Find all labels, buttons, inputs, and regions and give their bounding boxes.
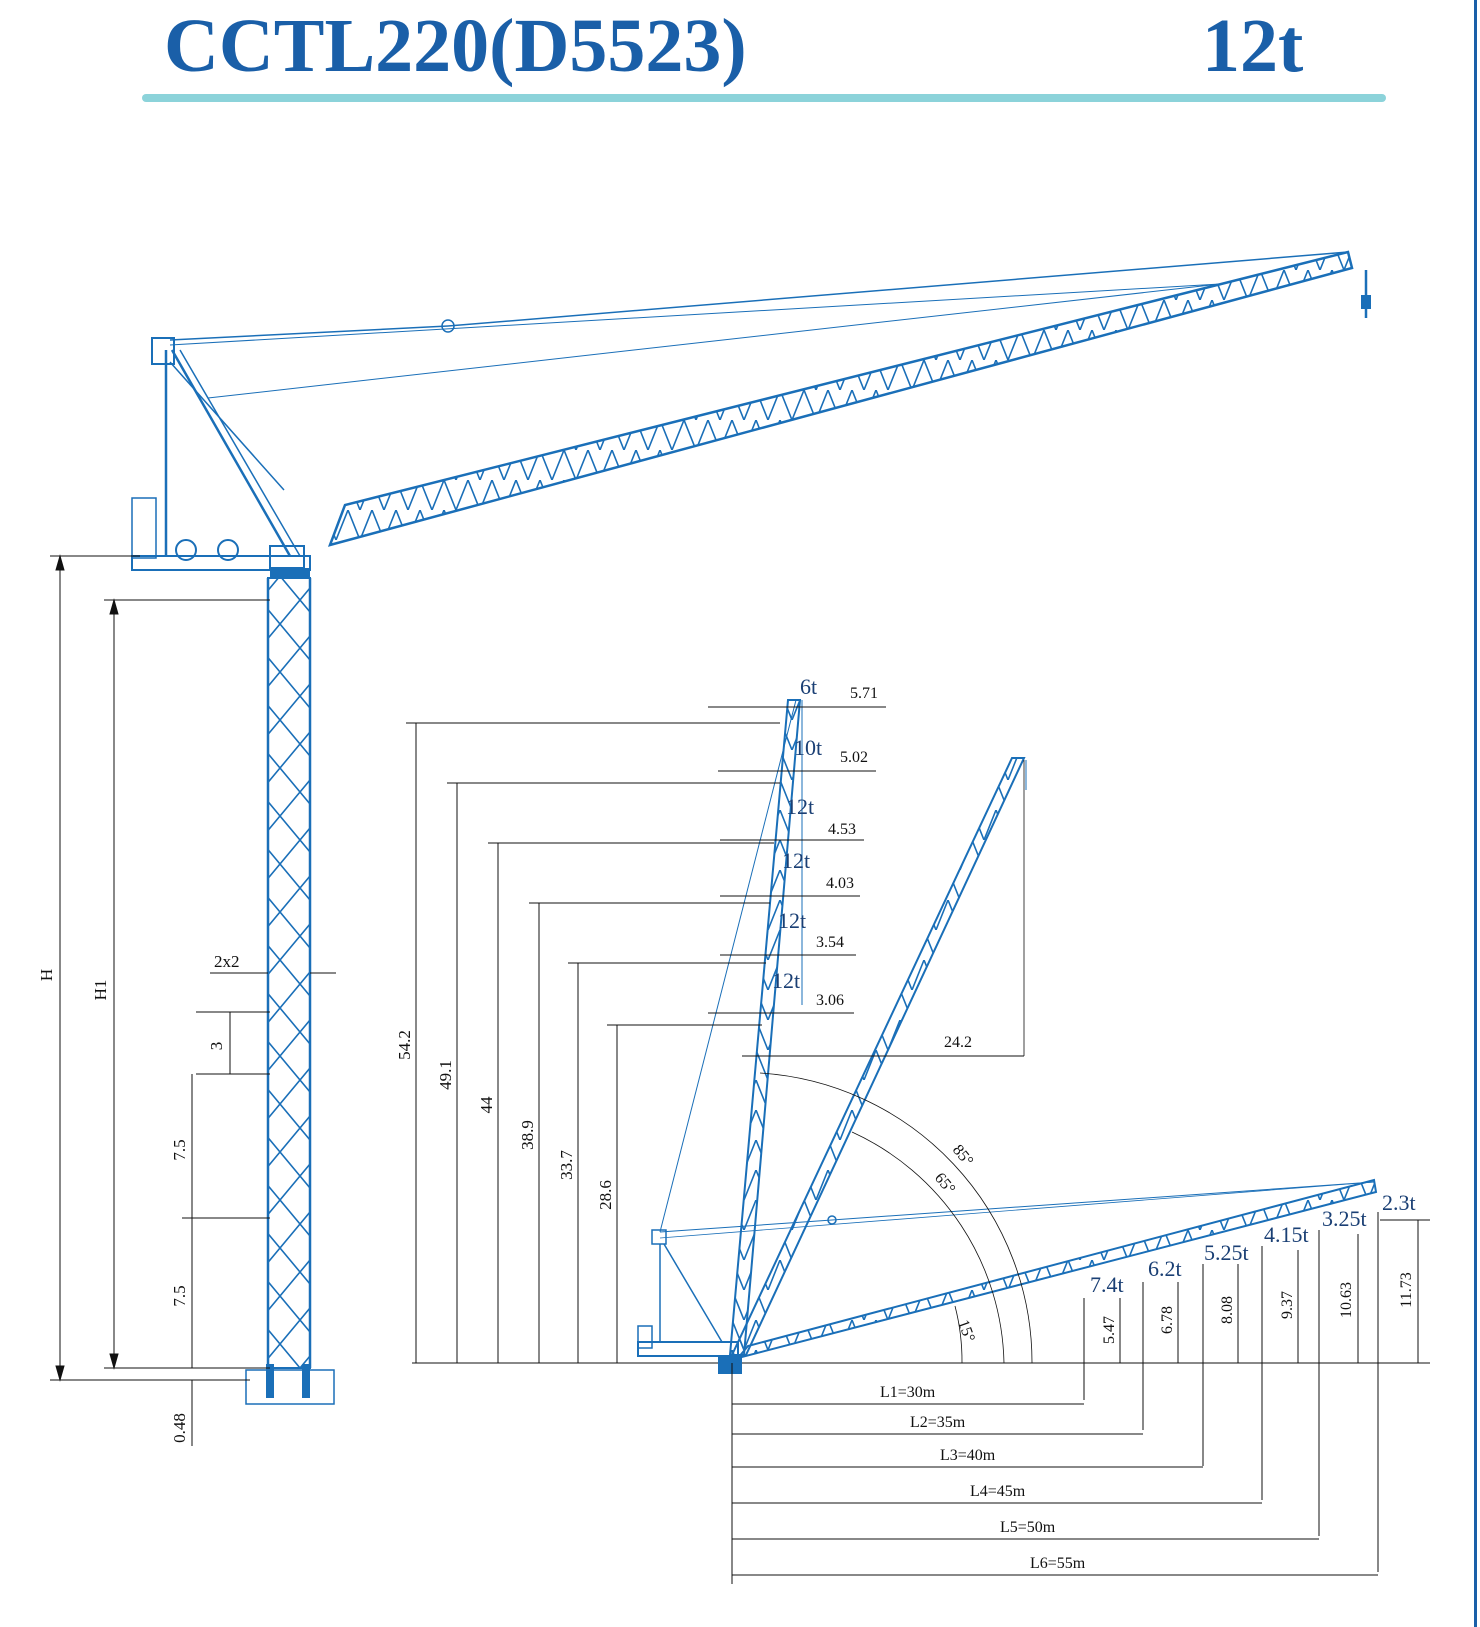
a-frame-head — [152, 338, 174, 364]
length-3: L3=40m — [940, 1447, 996, 1464]
steep-load-2: 10t — [794, 735, 823, 760]
flat-height-4: 9.37 — [1279, 1291, 1296, 1319]
flat-load-4: 4.15t — [1264, 1222, 1309, 1247]
flat-load-2: 6.2t — [1148, 1256, 1182, 1281]
height-dimensions — [406, 723, 780, 1363]
section-size: 2x2 — [214, 952, 240, 971]
steep-radius-5: 3.54 — [816, 934, 844, 951]
flat-height-3: 8.08 — [1219, 1296, 1236, 1324]
section-b: 7.5 — [170, 1285, 189, 1307]
flat-load-5: 3.25t — [1322, 1206, 1367, 1231]
flat-height-lines — [1084, 1212, 1430, 1572]
angle-15: 15° — [954, 1317, 978, 1345]
length-dimensions — [732, 1363, 1378, 1584]
steep-radius-2: 5.02 — [840, 749, 868, 766]
flat-height-6: 11.73 — [1398, 1272, 1415, 1308]
length-5: L5=50m — [1000, 1519, 1056, 1536]
tower-base — [246, 1370, 334, 1404]
flat-height-1: 5.47 — [1101, 1316, 1118, 1344]
steep-load-3: 12t — [786, 794, 815, 819]
top-section: 3 — [207, 1041, 226, 1051]
steep-radius-6: 3.06 — [816, 992, 844, 1009]
height-5: 33.7 — [557, 1150, 576, 1180]
length-6: L6=55m — [1030, 1555, 1086, 1572]
steep-radius-1: 5.71 — [850, 685, 878, 702]
h-label: H — [37, 968, 56, 982]
tower-mast — [268, 578, 310, 1368]
height-1: 54.2 — [395, 1030, 414, 1060]
capacity-title: 12t — [1202, 4, 1304, 88]
height-4: 38.9 — [518, 1120, 537, 1150]
length-4: L4=45m — [970, 1483, 1026, 1500]
model-title: CCTL220(D5523) — [164, 4, 747, 88]
height-2: 49.1 — [436, 1060, 455, 1090]
diagram-deck — [638, 1342, 738, 1356]
flat-load-3: 5.25t — [1204, 1240, 1249, 1265]
flat-height-2: 6.78 — [1159, 1306, 1176, 1334]
steep-load-1: 6t — [800, 674, 818, 699]
mid-radius: 24.2 — [944, 1034, 972, 1051]
length-1: L1=30m — [880, 1384, 936, 1401]
counterweight — [132, 498, 156, 558]
steep-radius-3: 4.53 — [828, 821, 856, 838]
steep-load-6: 12t — [772, 968, 801, 993]
flat-load-6: 2.3t — [1382, 1190, 1416, 1215]
load-diagram — [412, 700, 1430, 1374]
steep-radius-4: 4.03 — [826, 875, 854, 892]
height-3: 44 — [477, 1096, 496, 1114]
h1-label: H1 — [91, 979, 110, 1001]
steep-load-5: 12t — [778, 908, 807, 933]
flat-height-5: 10.63 — [1338, 1282, 1355, 1318]
angle-65: 65° — [930, 1169, 959, 1198]
base-height: 0.48 — [170, 1413, 189, 1443]
steep-load-4: 12t — [782, 848, 811, 873]
section-a: 7.5 — [170, 1139, 189, 1161]
length-2: L2=35m — [910, 1414, 966, 1431]
angle-85: 85° — [948, 1141, 977, 1170]
luffing-jib — [330, 252, 1352, 545]
flat-load-1: 7.4t — [1090, 1272, 1124, 1297]
height-6: 28.6 — [596, 1180, 615, 1210]
